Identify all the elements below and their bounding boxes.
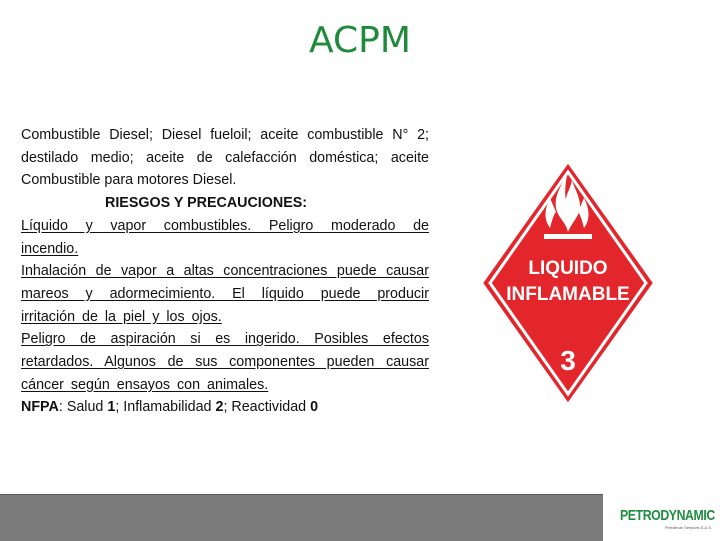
company-logo [620, 508, 716, 534]
placard-line-1: LIQUIDO [528, 258, 608, 279]
nfpa-flammability-label: Inflamabilidad [123, 399, 212, 416]
content-block [21, 124, 429, 419]
risk-item: Inhalación de vapor a altas concentraciones puede causar mareos y adormecimiento. El líquido puede producir irritación de la piel y los ojos. [21, 263, 429, 325]
nfpa-health-value: 1 [107, 399, 116, 416]
nfpa-health-label: Salud [66, 399, 104, 416]
footer-bar [0, 494, 603, 541]
nfpa-flammability-value: 2 [215, 399, 224, 416]
nfpa-label: NFPA [21, 399, 59, 416]
risk-item: Peligro de aspiración si es ingerido. Posibles efectos retardados. Algunos de sus componentes pueden causar cáncer según ensayos con animales. [21, 331, 429, 393]
risk-item: Líquido y vapor combustibles. Peligro moderado de incendio. [21, 217, 429, 257]
hazard-placard [478, 158, 658, 408]
logo-name: PETRODYNAMIC [620, 507, 715, 524]
placard-class-number: 3 [560, 345, 576, 376]
placard-graphic [478, 158, 658, 408]
nfpa-reactivity-value: 0 [310, 399, 319, 416]
placard-line-2: INFLAMABLE [506, 284, 630, 305]
product-description: Combustible Diesel; Diesel fueloil; aceite combustible N° 2; destilado medio; aceite de calefacción doméstica; aceite Combustible para motores Diesel. [21, 127, 429, 189]
logo-tagline: Petroleum Services S.A.S. [664, 525, 712, 530]
risks-heading: RIESGOS Y PRECAUCIONES: [105, 195, 308, 212]
nfpa-reactivity-label: Reactividad [231, 399, 307, 416]
nfpa-ratings: NFPA: Salud 1; Inflamabilidad 2; Reactividad 0 [21, 399, 319, 416]
page-title: ACPM [309, 20, 411, 61]
